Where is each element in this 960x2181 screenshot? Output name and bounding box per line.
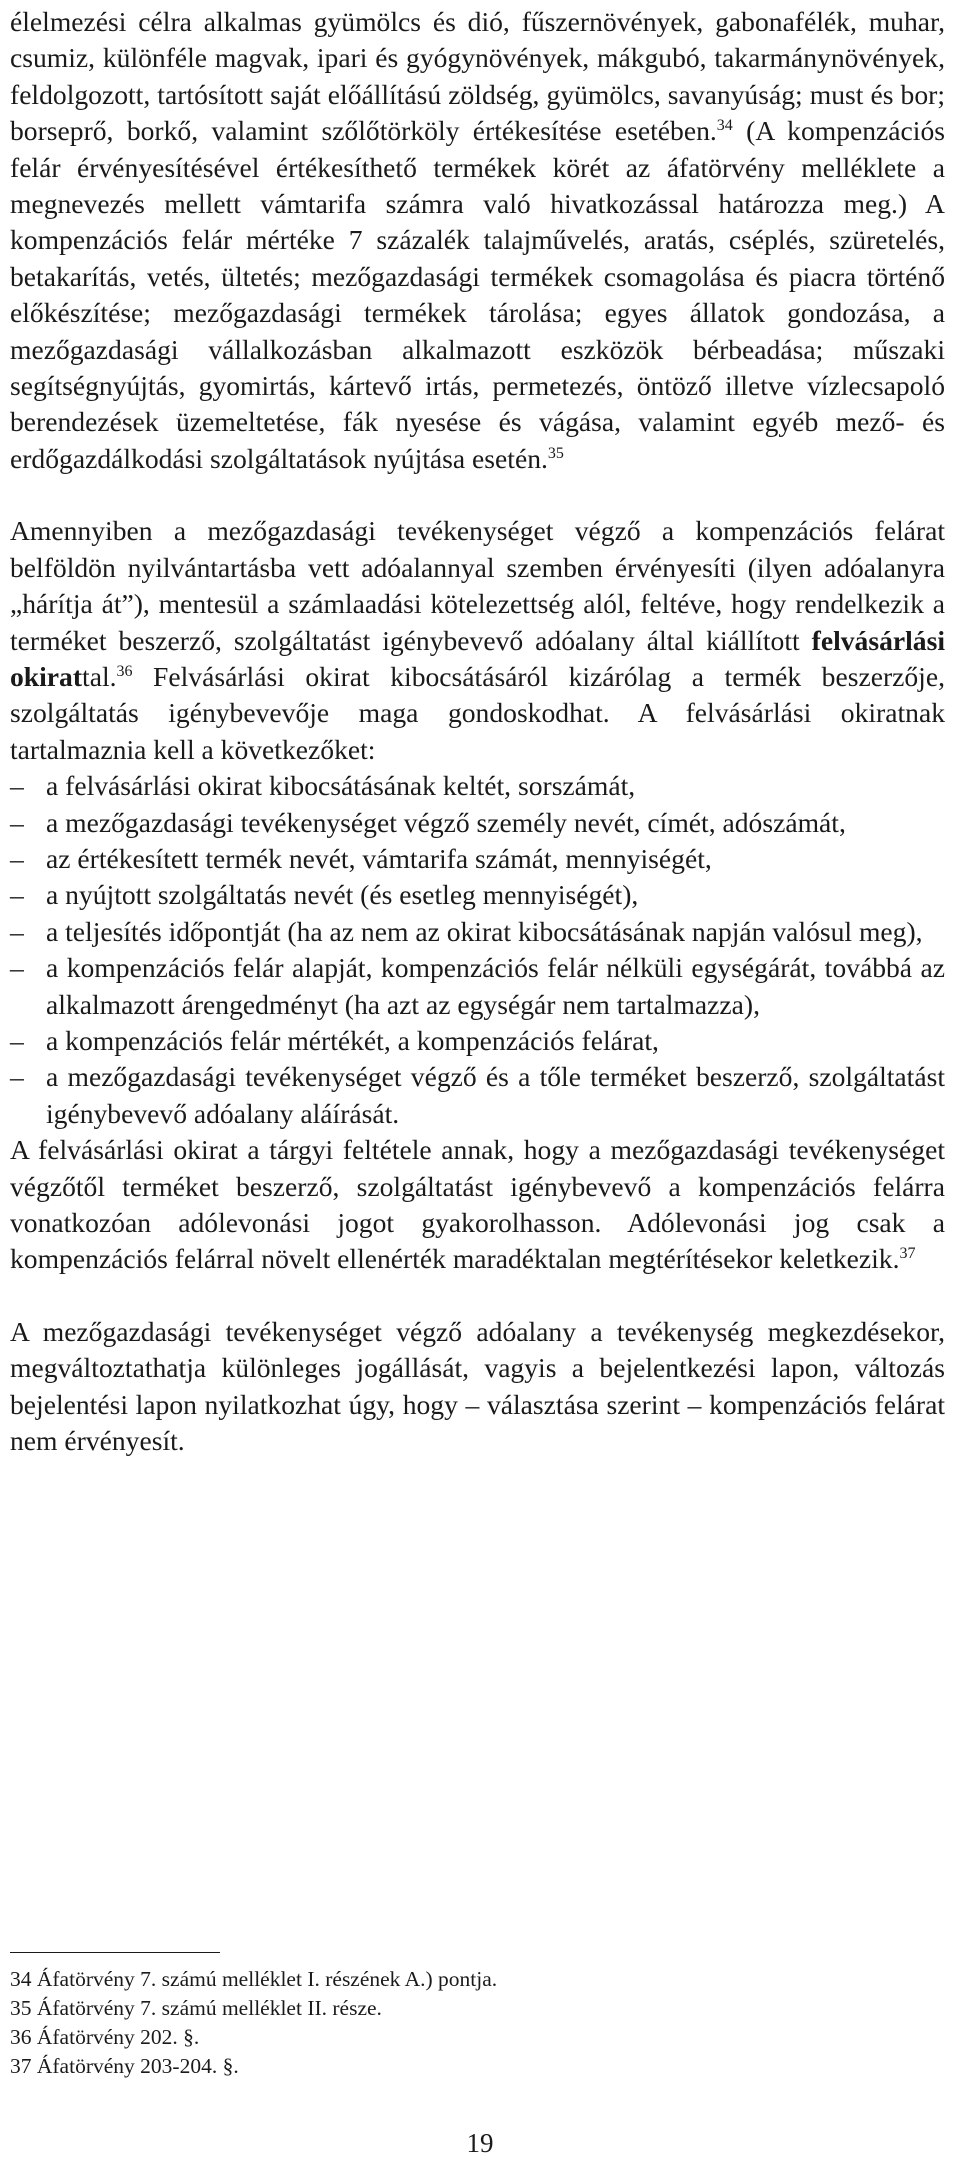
list-item-text: a kompenzációs felár mértékét, a kompenzációs felárat, — [46, 1024, 659, 1056]
dash-bullet: – — [10, 842, 24, 874]
dash-bullet: – — [10, 952, 24, 984]
footnote-ref-34[interactable]: 34 — [716, 117, 733, 135]
list-item — [10, 805, 945, 841]
dash-bullet: – — [10, 1061, 24, 1093]
list-item — [10, 841, 945, 877]
footnotes — [10, 1965, 945, 2081]
paragraph-2 — [10, 513, 945, 768]
list-item — [10, 877, 945, 913]
dash-bullet: – — [10, 770, 24, 802]
footnote-35: 35 Áfatörvény 7. számú melléklet II. része. — [10, 1996, 382, 2020]
list-item-text: a mezőgazdasági tevékenységet végző személy nevét, címét, adószámát, — [46, 806, 846, 838]
list-item-text: a mezőgazdasági tevékenységet végző és a tőle terméket beszerző, szolgáltatást igénybevevő adóalany aláírását. — [46, 1061, 945, 1129]
list-item — [10, 768, 945, 804]
required-items-list — [10, 768, 945, 1132]
bold-term-felvasarlasi-okirat: felvásárlási okirat — [10, 624, 945, 692]
footnote-separator — [10, 1952, 220, 1953]
list-item — [10, 914, 945, 950]
paragraph-2-text-b: tal. — [82, 660, 117, 692]
paragraph-2-text-a: Amennyiben a mezőgazdasági tevékenységet végző a kompenzációs felárat belföldön nyilvántartásba vett adóalannyal szemben érvényesíti (ilyen adóalanyra „hárítja át”), mentesül a számlaadási kötelezettség alól, feltéve, hogy rendelkezik a terméket beszerző, szolgáltatást igénybevevő adóalany által kiállított — [10, 515, 945, 656]
list-item — [10, 950, 945, 1023]
list-item-text: az értékesített termék nevét, vámtarifa számát, mennyiségét, — [46, 842, 712, 874]
footnote-ref-37[interactable]: 37 — [899, 1245, 916, 1263]
footnote-34: 34 Áfatörvény 7. számú melléklet I. részének A.) pontja. — [10, 1967, 498, 1991]
dash-bullet: – — [10, 806, 24, 838]
paragraph-3 — [10, 1132, 945, 1278]
list-item-text: a nyújtott szolgáltatás nevét (és esetleg mennyiségét), — [46, 879, 639, 911]
footnote-ref-35[interactable]: 35 — [547, 444, 564, 462]
paragraph-4-text: A mezőgazdasági tevékenységet végző adóalany a tevékenység megkezdésekor, megváltoztathatja különleges jogállását, vagyis a bejelentkezési lapon, változás bejelentési lapon nyilatkozhat úgy, hogy – választása szerint – kompenzációs felárat nem érvényesít. — [10, 1315, 945, 1457]
paragraph-1 — [10, 4, 945, 477]
list-item — [10, 1023, 945, 1059]
dash-bullet: – — [10, 1024, 24, 1056]
dash-bullet: – — [10, 879, 24, 911]
paragraph-3-text: A felvásárlási okirat a tárgyi feltétele annak, hogy a mezőgazdasági tevékenységet végzőtől terméket beszerző, szolgáltatást igénybevevő a kompenzációs felárra vonatkozóan adólevonási jogot gyakorolhasson. Adólevonási jog csak a kompenzációs felárral növelt ellenérték maradéktalan megtérítésekor keletkezik. — [10, 1134, 945, 1275]
list-item-text: a kompenzációs felár alapját, kompenzációs felár nélküli egységárát, továbbá az alkalmazott árengedményt (ha azt az egységár nem tartalmazza), — [46, 952, 945, 1020]
paragraph-1-text-b: (A kompenzációs felár érvényesítésével értékesíthető termékek körét az áfatörvény melléklete a megnevezés mellett vámtarifa számra való hivatkozással határozza meg.) A kompenzációs felár mértéke 7 százalék talajművelés, aratás, cséplés, szüretelés, betakarítás, vetés, ültetés; mezőgazdasági termékek csomagolása és piacra történő előkészítése; mezőgazdasági termékek tárolása; egyes állatok gondozása, a mezőgazdasági vállalkozásban alkalmazott eszközök bérbeadása; műszaki segítségnyújtás, gyomirtás, kártevő irtás, permetezés, öntöző illetve vízlecsapoló berendezések üzemeltetése, fák nyesése és vágása, valamint egyéb mező- és erdőgazdálkodási szolgáltatások nyújtása esetén. — [10, 115, 946, 474]
page-number: 19 — [466, 2128, 494, 2158]
footnote-36: 36 Áfatörvény 202. §. — [10, 2025, 200, 2049]
paragraph-4 — [10, 1314, 945, 1460]
page-body — [10, 4, 945, 1459]
list-item-text: a felvásárlási okirat kibocsátásának keltét, sorszámát, — [46, 770, 636, 802]
list-item-text: a teljesítés időpontját (ha az nem az okirat kibocsátásának napján valósul meg), — [46, 915, 923, 947]
spacer — [10, 477, 945, 513]
footnote-37: 37 Áfatörvény 203-204. §. — [10, 2054, 239, 2078]
footnote-ref-36[interactable]: 36 — [116, 662, 133, 680]
paragraph-1-text-a: élelmezési célra alkalmas gyümölcs és dió, fűszernövények, gabonafélék, muhar, csumiz, különféle magvak, ipari és gyógynövények, mákgubó, takarmánynövények, feldolgozott, tartósított saját előállítású zöldség, gyümölcs, savanyúság; must és bor; borseprő, borkő, valamint szőlőtörköly értékesítése esetében. — [10, 6, 945, 147]
paragraph-2-text-c: Felvásárlási okirat kibocsátásáról kizárólag a termék beszerzője, szolgáltatás igénybevevője maga gondoskodhat. A felvásárlási okiratnak tartalmaznia kell a következőket: — [10, 660, 945, 765]
spacer — [10, 1278, 945, 1314]
list-item — [10, 1059, 945, 1132]
dash-bullet: – — [10, 915, 24, 947]
